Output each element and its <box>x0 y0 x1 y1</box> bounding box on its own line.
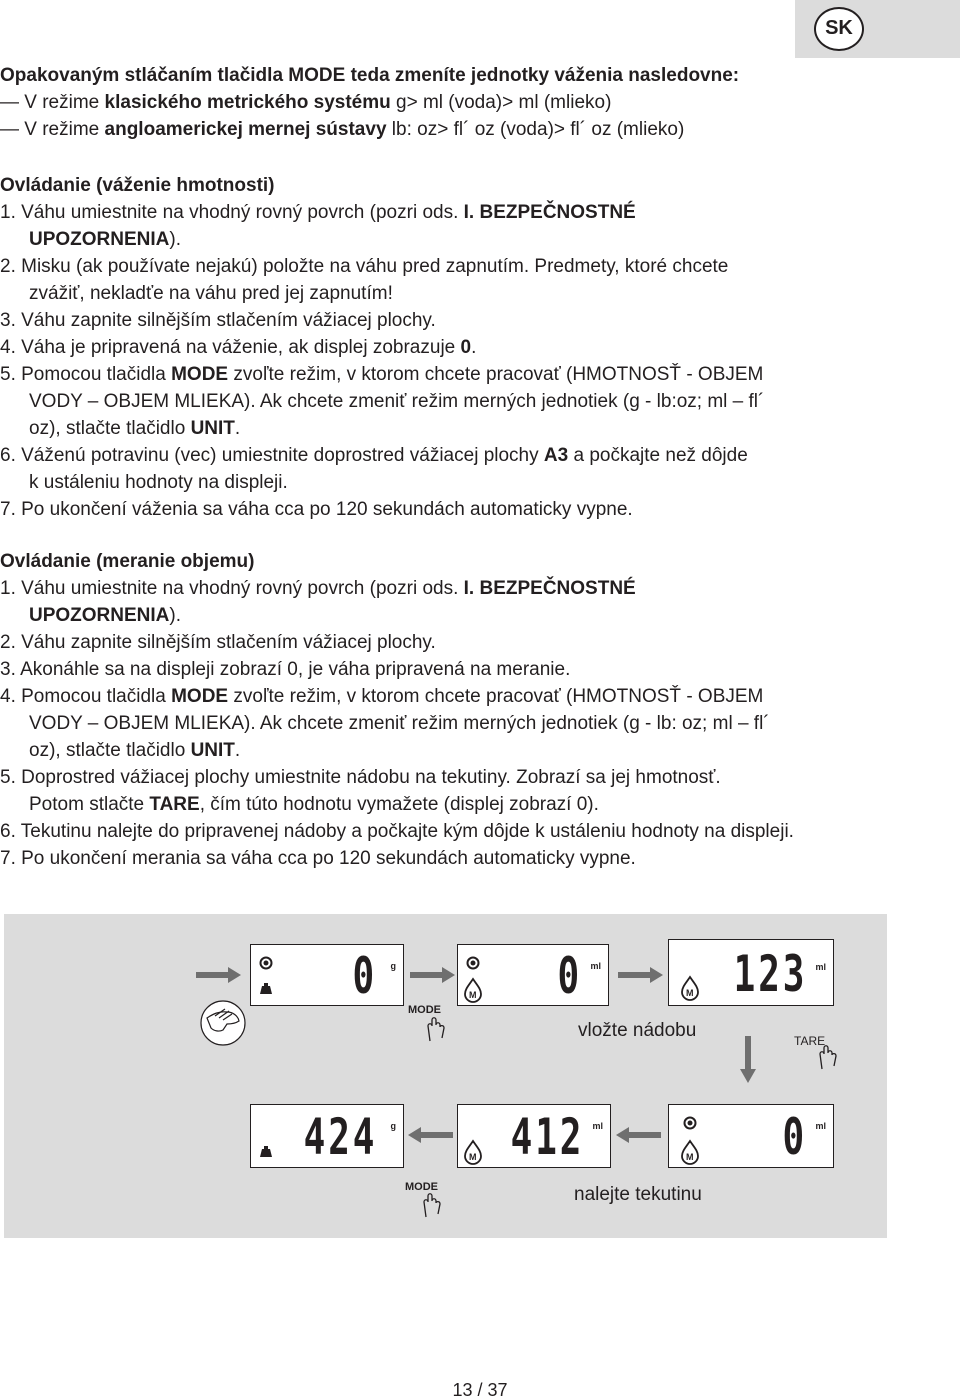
step-7: 7. Po ukončení merania sa váha cca po 120 sekundách automaticky vypne. <box>0 848 636 869</box>
text: ). <box>169 605 182 626</box>
step-2: 2. Váhu zapnite silnějším stlačením vážiacej plochy. <box>0 632 436 653</box>
bold-text: UPOZORNENIA <box>29 605 170 626</box>
section-volume <box>0 548 950 872</box>
lcd-display <box>457 944 609 1006</box>
text: a počkajte než dôjde <box>573 445 748 466</box>
mode-label: MODE <box>408 1004 441 1016</box>
arrow-right-icon <box>618 966 664 984</box>
mode-indicator-dot <box>471 961 476 966</box>
intro-item-imperial <box>0 116 950 143</box>
step-4-cont: VODY – OBJEM MLIEKA). Ak chcete zmeniť režim merných jednotiek (g - lb: oz; ml – fl´ <box>29 713 770 734</box>
intro-item-metric <box>0 89 950 116</box>
arrow-down-icon <box>739 1036 757 1084</box>
step-6 <box>0 442 950 469</box>
step-5-cont2 <box>0 415 950 442</box>
step-5: 5. Doprostred vážiacej plochy umiestnite nádobu na tekutiny. Zobrazí sa jej hmotnosť. <box>0 767 721 788</box>
section-weight <box>0 172 950 523</box>
display-unit: g <box>390 961 396 971</box>
svg-text:M: M <box>469 1152 477 1162</box>
text: 1. Váhu umiestnite na vhodný rovný povrch (pozri ods. <box>0 202 459 223</box>
finger-press-icon <box>420 1190 442 1218</box>
bold-text: UNIT <box>190 418 235 439</box>
dash: — <box>0 119 19 140</box>
text: zvoľte režim, v ktorom chcete pracovať (HMOTNOSŤ - OBJEM <box>233 364 764 385</box>
step-6: 6. Tekutinu nalejte do pripravenej nádoby a počkajte kým dôjde k ustáleniu hodnoty na displeji. <box>0 821 794 842</box>
display-value: 412 <box>510 1108 584 1166</box>
lcd-display <box>250 1104 404 1168</box>
step-6-cont: k ustáleniu hodnoty na displeji. <box>29 472 288 493</box>
text: lb: oz> fl´ oz (voda)> fl´ oz (mlieko) <box>391 119 685 140</box>
hand-press-icon <box>197 996 249 1048</box>
display-value: 0 <box>782 1108 807 1166</box>
bold-text: 0 <box>460 337 472 358</box>
text: ). <box>169 229 182 250</box>
bold-text: UNIT <box>190 740 235 761</box>
display-unit: ml <box>590 961 601 971</box>
text: . <box>234 740 241 761</box>
text: zvoľte režim, v ktorom chcete pracovať (HMOTNOSŤ - OBJEM <box>233 686 764 707</box>
text: 6. Váženú potravinu (vec) umiestnite doprostred vážiacej plochy <box>0 445 539 466</box>
mode-indicator-dot <box>688 1121 693 1126</box>
lcd-display <box>457 1104 611 1168</box>
step-5 <box>0 361 950 388</box>
step-1 <box>0 199 950 226</box>
step-3: 3. Akonáhle sa na displeji zobrazí 0, je váha pripravená na meranie. <box>0 659 571 680</box>
text: oz), stlačte tlačidlo <box>29 740 186 761</box>
text: V režime <box>24 119 100 140</box>
arrow-right-icon <box>410 966 456 984</box>
section-heading: Ovládanie (váženie hmotnosti) <box>0 175 275 196</box>
text: 5. Pomocou tlačidla <box>0 364 166 385</box>
text: , čím túto hodnotu vymažete (displej zobrazí 0). <box>199 794 599 815</box>
display-value: 0 <box>557 947 582 1005</box>
weight-icon <box>260 983 272 994</box>
step-4-cont2 <box>0 737 950 764</box>
text: 4. Pomocou tlačidla <box>0 686 166 707</box>
text: oz), stlačte tlačidlo <box>29 418 186 439</box>
text: 1. Váhu umiestnite na vhodný rovný povrch (pozri ods. <box>0 578 459 599</box>
weight-icon <box>260 1146 272 1157</box>
step-5-cont: VODY – OBJEM MLIEKA). Ak chcete zmeniť režim merných jednotiek (g - lb:oz; ml – fl´ <box>29 391 765 412</box>
text: . <box>471 337 477 358</box>
step-1-cont <box>0 602 950 629</box>
arrow-right-icon <box>196 966 242 984</box>
svg-text:M: M <box>686 988 694 998</box>
display-unit: ml <box>592 1121 603 1131</box>
step-1-cont <box>0 226 950 253</box>
svg-text:M: M <box>686 1152 694 1162</box>
bold-text: TARE <box>149 794 200 815</box>
svg-text:M: M <box>469 990 477 1000</box>
step-4 <box>0 334 950 361</box>
step-7: 7. Po ukončení váženia sa váha cca po 120 sekundách automaticky vypne. <box>0 499 633 520</box>
step-1 <box>0 575 950 602</box>
display-value: 123 <box>733 945 807 1003</box>
intro-line: Opakovaným stláčaním tlačidla MODE teda zmeníte jednotky váženia nasledovne: <box>0 65 740 86</box>
lcd-display <box>668 1104 834 1168</box>
display-value: 0 <box>352 947 377 1005</box>
mode-indicator-dot <box>264 961 269 966</box>
page-number: 13 / 37 <box>452 1380 508 1400</box>
bold-text: I. BEZPEČNOSTNÉ <box>463 578 636 599</box>
step-5-cont <box>0 791 950 818</box>
step-2: 2. Misku (ak používate nejakú) položte na váhu pred zapnutím. Predmety, ktoré chcete <box>0 256 729 277</box>
finger-press-icon <box>424 1014 446 1042</box>
step-3: 3. Váhu zapnite silnějším stlačením vážiacej plochy. <box>0 310 436 331</box>
dash: — <box>0 92 19 113</box>
text: g> ml (voda)> ml (mlieko) <box>396 92 612 113</box>
text: V režime <box>24 92 100 113</box>
bold-text: A3 <box>543 445 569 466</box>
arrow-left-icon <box>616 1126 662 1144</box>
lcd-display <box>668 939 834 1006</box>
display-unit: ml <box>815 1121 826 1131</box>
text: 4. Váha je pripravená na váženie, ak displej zobrazuje <box>0 337 456 358</box>
display-value: 424 <box>303 1108 377 1166</box>
step-2-cont: zvážiť, nekladťe na váhu pred jej zapnutím! <box>29 283 393 304</box>
operation-diagram <box>4 914 887 1238</box>
bold-text: MODE <box>171 364 229 385</box>
bold-text: angloamerickej mernej sústavy <box>104 119 387 140</box>
display-unit: g <box>390 1121 396 1131</box>
section-heading: Ovládanie (meranie objemu) <box>0 551 255 572</box>
text: Potom stlačte <box>29 794 145 815</box>
bold-text: UPOZORNENIA <box>29 229 170 250</box>
bold-text: MODE <box>171 686 229 707</box>
lcd-display <box>250 944 404 1006</box>
finger-press-icon <box>816 1042 838 1070</box>
mode-label: MODE <box>405 1181 438 1193</box>
intro-block <box>0 62 950 143</box>
tare-label: TARE <box>794 1034 826 1048</box>
language-badge: SK <box>814 7 864 51</box>
text: . <box>234 418 241 439</box>
arrow-left-icon <box>408 1126 454 1144</box>
bold-text: I. BEZPEČNOSTNÉ <box>463 202 636 223</box>
bold-text: klasického metrického systému <box>104 92 391 113</box>
insert-container-label: vložte nádobu <box>578 1020 697 1041</box>
pour-liquid-label: nalejte tekutinu <box>574 1184 702 1205</box>
step-4 <box>0 683 950 710</box>
display-unit: ml <box>815 962 826 972</box>
